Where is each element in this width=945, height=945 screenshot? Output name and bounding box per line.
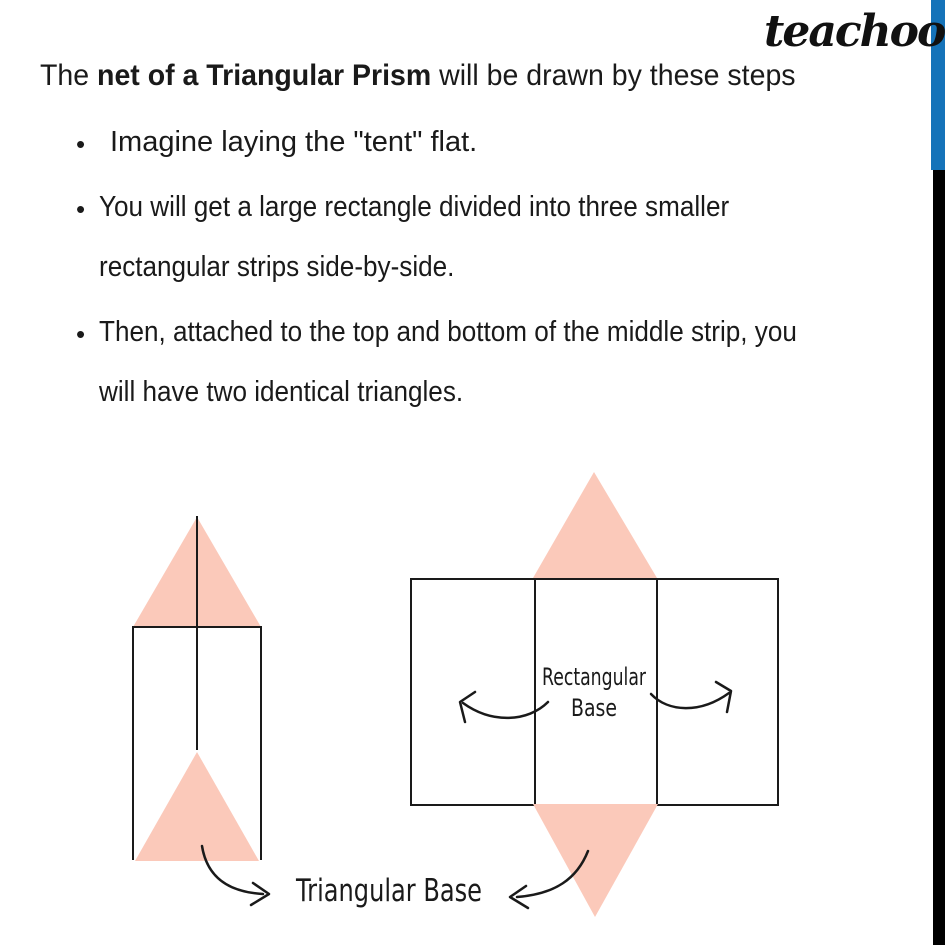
label-triangular-base: Triangular Base [295, 873, 482, 909]
net-top-triangle [533, 472, 657, 578]
net-rectangle [411, 579, 778, 805]
label-rectangular-base-line2: Base [571, 694, 617, 722]
bullet-marker: • [76, 319, 86, 349]
prism-figure [133, 516, 269, 905]
bullet-1-line-1: Imagine laying the "tent" flat. [110, 126, 478, 158]
bullet-3-line-2: will have two identical triangles. [99, 376, 464, 408]
bullet-marker: • [76, 129, 86, 159]
label-rectangular-base-line1: Rectangular [542, 663, 647, 691]
teachoo-logo: teachoo [764, 6, 945, 57]
bullet-3-line-1: Then, attached to the top and bottom of the middle strip, you [99, 316, 797, 348]
net-figure [411, 472, 778, 917]
net-bottom-triangle [533, 804, 658, 917]
heading-post: will be drawn by these steps [431, 59, 796, 92]
arrow-fold-right [651, 693, 729, 708]
heading-pre: The [40, 59, 98, 92]
bullet-2-line-2: rectangular strips side-by-side. [99, 251, 455, 283]
bullet-2-line-1: You will get a large rectangle divided into three smaller [99, 191, 730, 223]
heading-bold: net of a Triangular Prism [97, 59, 432, 92]
prism-bottom-triangle [135, 752, 259, 861]
bullet-marker: • [76, 194, 86, 224]
